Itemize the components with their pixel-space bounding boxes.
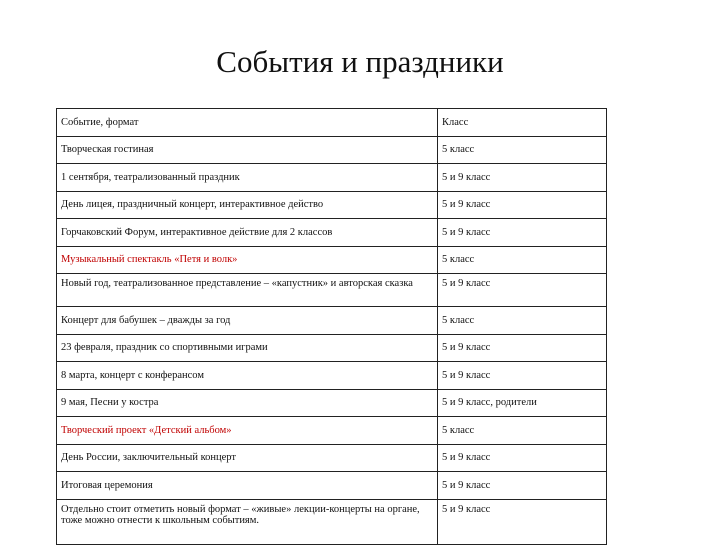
table-row (57, 334, 607, 362)
table-row (57, 219, 607, 247)
grade-cell: 5 и 9 класс (438, 164, 607, 192)
grade-cell: 5 и 9 класс, родители (438, 389, 607, 417)
table-row (57, 307, 607, 335)
event-cell: Горчаковский Форум, интерактивное действие для 2 классов (57, 219, 438, 247)
grade-cell: 5 и 9 класс (438, 472, 607, 500)
events-table (56, 108, 607, 545)
table-row (57, 246, 607, 274)
event-cell: 23 февраля, праздник со спортивными играми (57, 334, 438, 362)
grade-cell: 5 класс (438, 246, 607, 274)
table-row (57, 499, 607, 544)
grade-cell: 5 и 9 класс (438, 499, 607, 544)
event-cell: День лицея, праздничный концерт, интерактивное действо (57, 191, 438, 219)
grade-cell: 5 класс (438, 417, 607, 445)
table-row (57, 164, 607, 192)
event-cell: 9 мая, Песни у костра (57, 389, 438, 417)
page-title: События и праздники (216, 44, 504, 79)
event-cell-highlighted: Творческий проект «Детский альбом» (57, 417, 438, 445)
grade-cell: 5 и 9 класс (438, 274, 607, 307)
grade-cell: 5 класс (438, 136, 607, 164)
grade-cell: 5 и 9 класс (438, 334, 607, 362)
table-row (57, 136, 607, 164)
event-cell: Итоговая церемония (57, 472, 438, 500)
grade-cell: 5 и 9 класс (438, 191, 607, 219)
table-header-row (57, 109, 607, 137)
table-row (57, 362, 607, 390)
header-event: Событие, формат (57, 109, 438, 137)
event-cell: 1 сентября, театрализованный праздник (57, 164, 438, 192)
grade-cell: 5 и 9 класс (438, 362, 607, 390)
table-row (57, 417, 607, 445)
event-cell: Творческая гостиная (57, 136, 438, 164)
grade-cell: 5 и 9 класс (438, 219, 607, 247)
event-cell: Новый год, театрализованное представление – «капустник» и авторская сказка (57, 274, 438, 307)
event-cell: 8 марта, концерт с конферансом (57, 362, 438, 390)
grade-cell: 5 и 9 класс (438, 444, 607, 472)
event-cell-highlighted: Музыкальный спектакль «Петя и волк» (57, 246, 438, 274)
event-cell: День России, заключительный концерт (57, 444, 438, 472)
event-cell: Концерт для бабушек – дважды за год (57, 307, 438, 335)
table-row (57, 472, 607, 500)
header-grade: Класс (438, 109, 607, 137)
event-cell: Отдельно стоит отметить новый формат – «живые» лекции-концерты на органе, тоже можно отнести к школьным событиям. (57, 499, 438, 544)
table-row (57, 444, 607, 472)
grade-cell: 5 класс (438, 307, 607, 335)
table-row (57, 274, 607, 307)
table-row (57, 389, 607, 417)
table-row (57, 191, 607, 219)
